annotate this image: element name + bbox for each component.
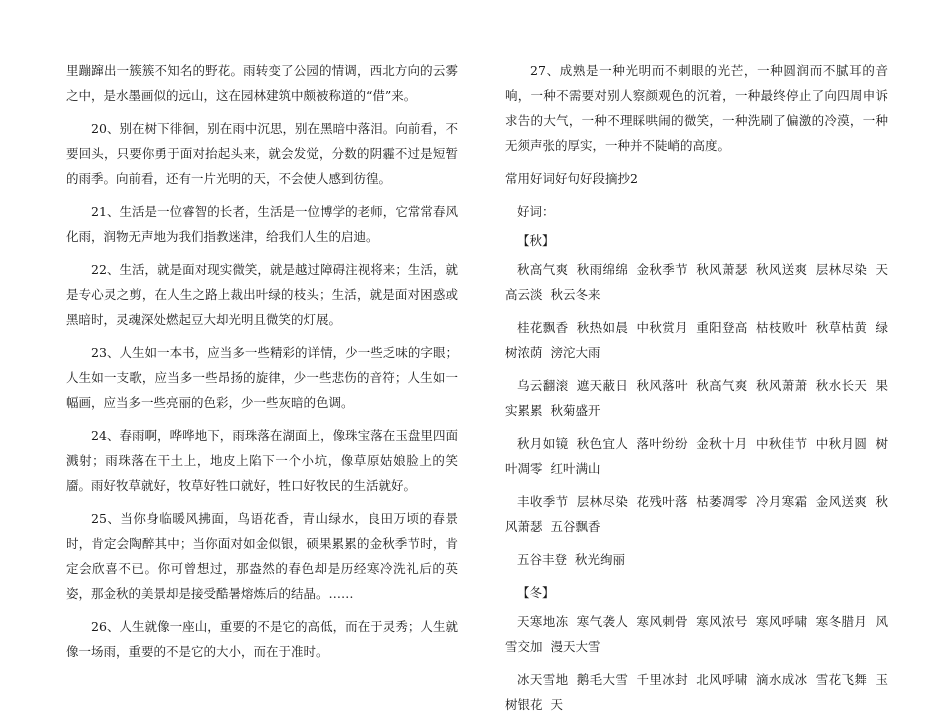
paragraph-continuation: 里蹦蹿出一簇簇不知名的野花。雨转变了公园的情调，西北方向的云雾之中，是水墨画似的远山，这在园林建筑中颇被称道的“借”来。: [66, 63, 458, 103]
paragraph-26: 26、人生就像一座山，重要的不是它的高低，而在于灵秀；人生就像一场雨，重要的不是它的大小，而在于准时。: [66, 619, 458, 659]
word-list-line: 丰收季节 层林尽染 花残叶落 枯萎凋零 冷月寒霜 金风送爽 秋风萧瑟 五谷飘香: [505, 494, 888, 534]
word-list-line: 乌云翻滚 遮天蔽日 秋风落叶 秋高气爽 秋风萧萧 秋水长天 果实累累 秋菊盛开: [505, 378, 888, 418]
paragraph-23: 23、人生如一本书，应当多一些精彩的详情，少一些乏味的字眼；人生如一支歌，应当多一些昂扬的旋律，少一些悲伤的音符；人生如一幅画，应当多一些亮丽的色彩，少一些灰暗的色调。: [66, 345, 458, 410]
autumn-heading: 【秋】: [517, 233, 555, 248]
word-list-line: 桂花飘香 秋热如晨 中秋赏月 重阳登高 枯枝败叶 秋草枯黄 绿树浓荫 滂沱大雨: [505, 320, 888, 360]
word-list-line: 冰天雪地 鹅毛大雪 千里冰封 北风呼啸 滴水成冰 雪花飞舞 玉树银花 天: [505, 672, 888, 712]
right-column: [505, 58, 888, 725]
paragraph-22: 22、生活，就是面对现实微笑，就是越过障碍注视将来；生活，就是专心灵之剪，在人生之路上裁出叶绿的枝头；生活，就是面对困惑或黑暗时，灵魂深处燃起豆大却光明且微笑的灯展。: [66, 262, 458, 327]
paragraph-25: 25、当你身临暖风拂面，鸟语花香，青山绿水，良田万顷的春景时，肯定会陶醉其中；当你面对如金似银，硕果累累的金秋季节时，肯定会欣喜不已。你可曾想过，那盎然的春色却是历经寒冷洗礼后的英姿，那金秋的美景却是接受酷暑熔炼后的结晶。……: [66, 511, 458, 601]
section-title: 常用好词好句好段摘抄2: [505, 171, 638, 186]
word-list-line: 秋月如镜 秋色宜人 落叶纷纷 金秋十月 中秋佳节 中秋月圆 树叶凋零 红叶满山: [505, 436, 888, 476]
left-column: [66, 58, 458, 672]
paragraph-27: 27、成熟是一种光明而不刺眼的光芒，一种圆润而不腻耳的音响，一种不需要对别人察颜观色的沉着，一种最终停止了向四周申诉求告的大气，一种不理睬哄闹的微笑，一种洗刷了偏激的冷漠，一种无须声张的厚实，一种并不陡峭的高度。: [505, 63, 888, 153]
paragraph-21: 21、生活是一位睿智的长者，生活是一位博学的老师，它常常春风化雨，润物无声地为我们指教迷津，给我们人生的启迪。: [66, 204, 458, 244]
paragraph-24: 24、春雨啊，哗哗地下，雨珠落在湖面上，像珠宝落在玉盘里四面溅射；雨珠落在干土上，地皮上陷下一个小坑，像草原姑娘脸上的笑靥。雨好牧草就好，牧草好牲口就好，牲口好牧民的生活就好。: [66, 428, 458, 493]
word-list-line: 天寒地冻 寒气袭人 寒风刺骨 寒风浓号 寒风呼啸 寒冬腊月 风雪交加 漫天大雪: [505, 614, 888, 654]
word-list-line: 秋高气爽 秋雨绵绵 金秋季节 秋风萧瑟 秋风送爽 层林尽染 天高云淡 秋云冬来: [505, 262, 888, 302]
paragraph-20: 20、别在树下徘徊，别在雨中沉思，别在黑暗中落泪。向前看，不要回头，只要你勇于面对抬起头来，就会发觉，分数的阴霾不过是短暂的雨季。向前看，还有一片光明的天，不会使人感到彷徨。: [66, 121, 458, 186]
good-words-label: 好词：: [517, 204, 555, 219]
word-list-line: 五谷丰登 秋光绚丽: [517, 552, 625, 567]
winter-heading: 【冬】: [517, 585, 555, 600]
